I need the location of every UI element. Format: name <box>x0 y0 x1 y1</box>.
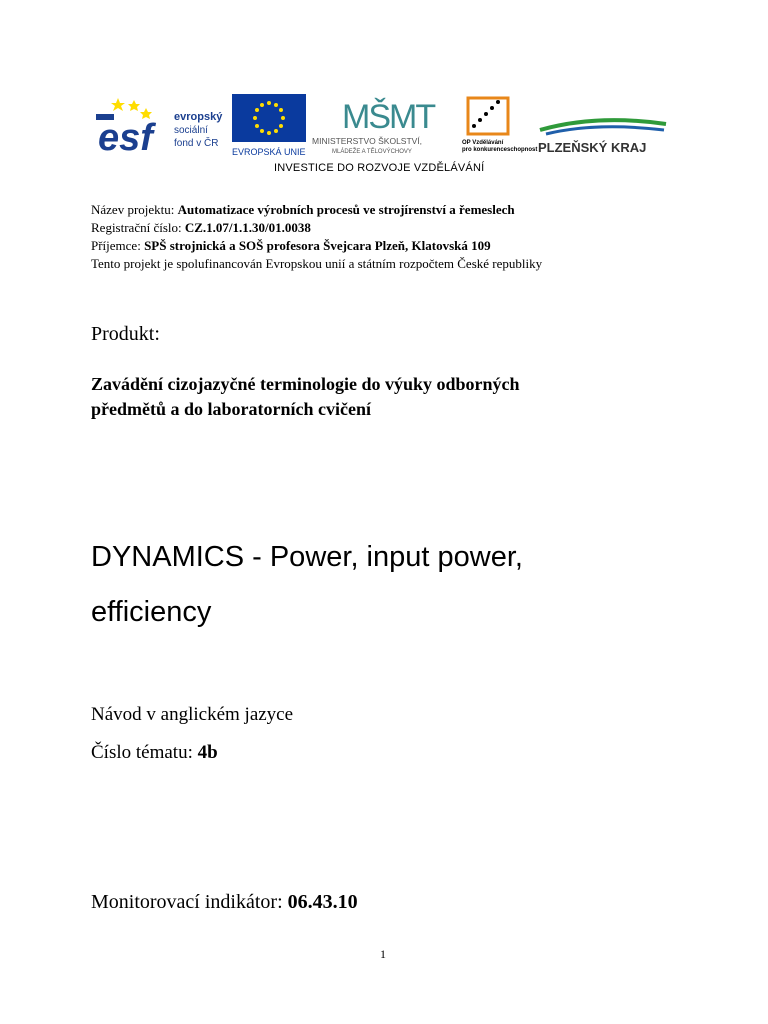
op-vk-logo-graphic <box>460 92 540 154</box>
recipient-row <box>91 237 542 255</box>
topic-number-value: 4b <box>197 742 218 763</box>
product-title <box>91 372 691 422</box>
document-title <box>91 530 691 640</box>
project-info <box>91 201 542 273</box>
eu-label: EVROPSKÁ UNIE <box>232 147 306 156</box>
project-name-value: Automatizace výrobních procesů ve strojírenství a řemeslech <box>177 202 515 217</box>
svg-text:pro konkurenceschopnost: pro konkurenceschopnost <box>462 147 538 153</box>
monitoring-value: 06.43.10 <box>287 891 358 913</box>
svg-text:MLÁDEŽE A TĚLOVÝCHOVY: MLÁDEŽE A TĚLOVÝCHOVY <box>332 149 412 155</box>
document-title-line-1: DYNAMICS - Power, input power, <box>91 541 523 573</box>
project-name-row <box>91 201 542 219</box>
msmt-logo <box>312 90 462 156</box>
monitoring-label: Monitorovací indikátor: <box>91 891 283 913</box>
project-name-label: Název projektu: <box>91 202 175 217</box>
esf-logo-graphic <box>96 92 226 154</box>
svg-text:OP Vzdělávání: OP Vzdělávání <box>462 140 504 146</box>
funding-note: Tento projekt je spolufinancován Evropskou unií a státním rozpočtem České republiky <box>91 256 543 271</box>
op-vk-logo <box>460 92 540 154</box>
recipient-label: Příjemce: <box>91 238 141 253</box>
plzensky-kraj-logo <box>536 116 676 156</box>
eu-logo <box>232 94 308 156</box>
registration-label: Registrační číslo: <box>91 220 182 235</box>
svg-text:evropský: evropský <box>174 111 223 123</box>
msmt-logo-graphic <box>312 90 462 156</box>
topic-number-label: Číslo tématu: <box>91 742 193 763</box>
topic-number <box>91 742 218 764</box>
document-title-line-2: efficiency <box>91 596 212 628</box>
esf-mark: esf <box>98 117 153 154</box>
page-number: 1 <box>380 947 386 961</box>
monitoring-indicator <box>91 891 358 914</box>
logo-tagline: INVESTICE DO ROZVOJE VZDĚLÁVÁNÍ <box>274 162 485 174</box>
svg-text:fond v ČR: fond v ČR <box>174 138 219 149</box>
svg-text:sociální: sociální <box>174 125 208 136</box>
guide-language: Návod v anglickém jazyce <box>91 704 294 725</box>
product-title-line-2: předmětů a do laboratorních cvičení <box>91 399 371 419</box>
product-title-line-1: Zavádění cizojazyčné terminologie do výuky odborných <box>91 374 520 394</box>
svg-text:MINISTERSTVO ŠKOLSTVÍ,: MINISTERSTVO ŠKOLSTVÍ, <box>312 136 423 146</box>
msmt-mark: MŠMT <box>342 98 435 136</box>
plzensky-kraj-label: PLZEŇSKÝ KRAJ <box>538 140 647 155</box>
recipient-value: SPŠ strojnická a SOŠ profesora Švejcara Plzeň, Klatovská 109 <box>144 238 491 253</box>
registration-row <box>91 219 542 237</box>
plzensky-kraj-logo-graphic <box>536 116 676 156</box>
eu-flag-icon <box>232 94 308 156</box>
registration-value: CZ.1.07/1.1.30/01.0038 <box>184 220 311 235</box>
esf-logo <box>96 92 226 154</box>
product-label: Produkt: <box>91 323 160 345</box>
